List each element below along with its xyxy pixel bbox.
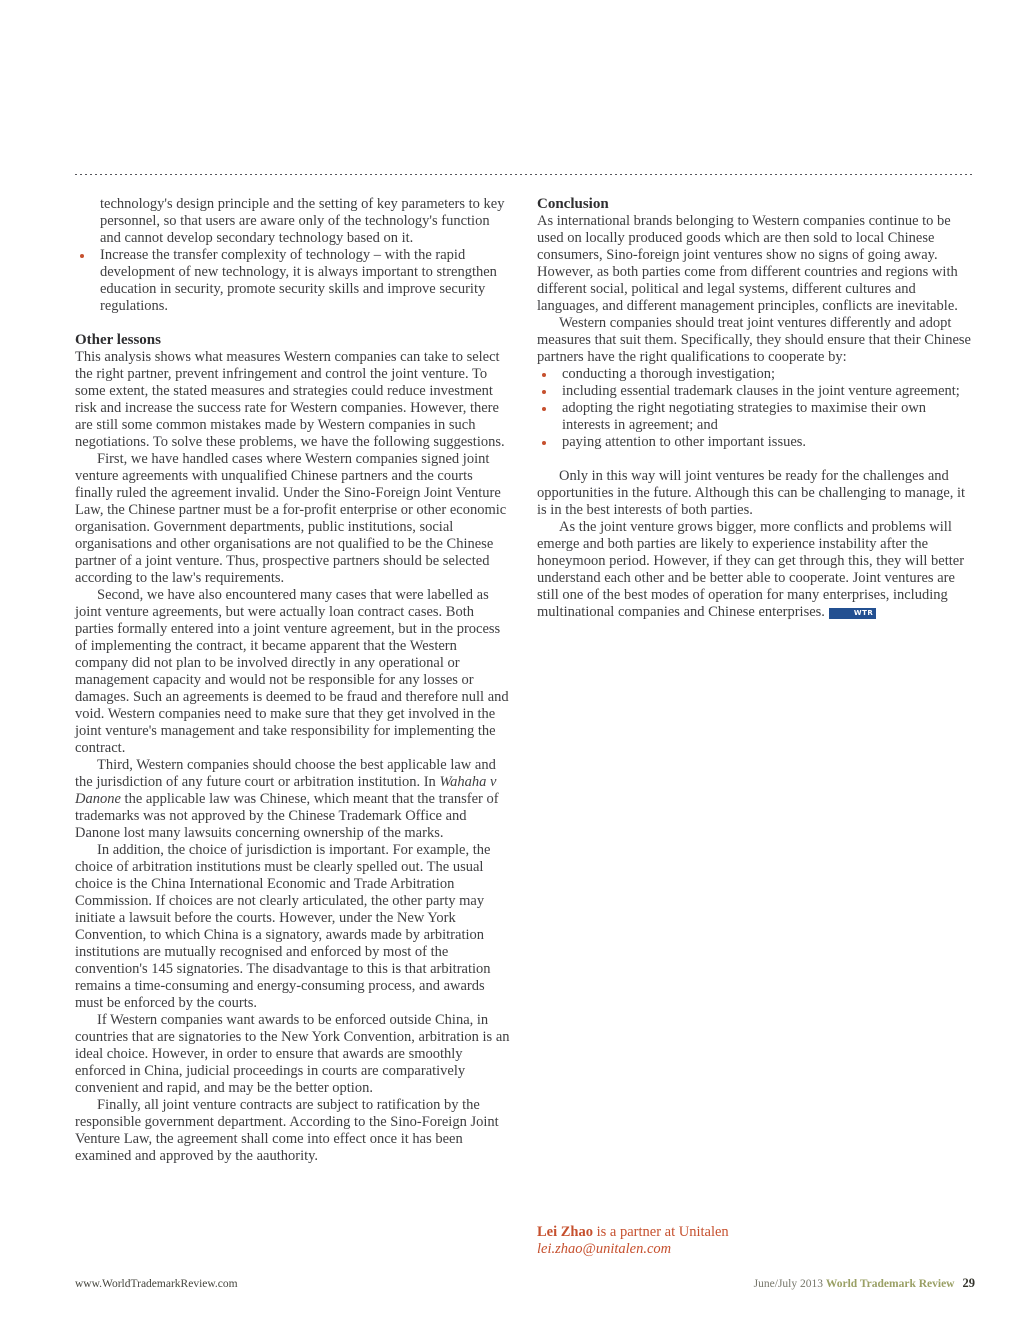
body-paragraph: Finally, all joint venture contracts are subject to ratification by the responsible government department. According to the Sino-Foreign Joint Venture Law, the agreement shall come into effect once it has been examined and approved by the aauthority. bbox=[75, 1097, 499, 1164]
author-email[interactable]: lei.zhao@unitalen.com bbox=[537, 1241, 672, 1257]
bullet-dot-icon bbox=[542, 390, 546, 394]
list-item bbox=[537, 400, 976, 434]
author-block bbox=[537, 1224, 729, 1258]
paragraph-text: As the joint venture grows bigger, more conflicts and problems will emerge and both parties are likely to experience instability after the honeymoon period. However, if they can get through this, they will better understand each other and be better able to cooperate. Joint ventures are still one of the best modes of operation for many enterprises, including multinational companies and Chinese enterprises. bbox=[537, 519, 965, 620]
list-item-text: paying attention to other important issues. bbox=[562, 434, 807, 450]
body-paragraph: This analysis shows what measures Western companies can take to select the right partner, prevent infringement and control the joint venture. To some extent, the stated measures and strategies could reduce investment risk and increase the success rate for Western companies. However, there are still some common mistakes made by Western companies in such negotiations. To solve these problems, we have the following suggestions. bbox=[75, 349, 505, 450]
list-item bbox=[75, 247, 511, 315]
section-heading-other-lessons: Other lessons bbox=[75, 332, 161, 348]
right-column bbox=[537, 196, 976, 621]
footer-page-number: 29 bbox=[962, 1276, 975, 1290]
body-paragraph: As international brands belonging to Western companies continue to be used on locally produced goods which are then sold to local Chinese consumers, Sino-foreign joint ventures show no signs of going away. However, as both parties come from different countries and regions with different social, political and legal systems, different cultures and languages, and different management principles, conflicts are inevitable. bbox=[537, 213, 958, 314]
list-item-text: adopting the right negotiating strategies to maximise their own interests in agreement; and bbox=[562, 400, 927, 433]
bullet-dot-icon bbox=[80, 254, 84, 258]
footer-issue-info bbox=[754, 1276, 975, 1291]
footer-website-link[interactable]: www.WorldTrademarkReview.com bbox=[75, 1278, 238, 1290]
list-item bbox=[537, 366, 976, 383]
bullet-dot-icon bbox=[542, 373, 546, 377]
author-name: Lei Zhao bbox=[537, 1224, 593, 1240]
paragraph-suffix: the applicable law was Chinese, which meant that the transfer of trademarks was not approved by the Chinese Trademark Office and Danone lost many lawsuits concerning ownership of the marks. bbox=[75, 791, 499, 841]
author-line bbox=[537, 1224, 729, 1241]
body-paragraph: Only in this way will joint ventures be ready for the challenges and opportunities in the future. Although this can be challenging to manage, it is in the best interests of both parties. bbox=[537, 468, 966, 518]
bullet-dot-icon bbox=[542, 407, 546, 411]
top-divider-rule bbox=[75, 174, 975, 175]
list-item-text: Increase the transfer complexity of technology – with the rapid development of new technology, it is always important to strengthen education in security, promote security skills and improve security regulations. bbox=[100, 247, 497, 314]
left-column bbox=[75, 196, 511, 1165]
footer-publication-name: World Trademark Review bbox=[825, 1278, 955, 1290]
body-paragraph: In addition, the choice of jurisdiction is important. For example, the choice of arbitration institutions must be clearly spelled out. The usual choice is the China International Economic and Trade Arbitration Commission. If choices are not clearly articulated, the other party may initiate a lawsuit before the courts. However, under the New York Convention, to which China is a signatory, awards made by arbitration institutions are mutually recognised and enforced by most of the convention's 145 signatories. The disadvantage to this is that arbitration remains a time-consuming and energy-consuming process, and awards must be enforced by the courts. bbox=[75, 842, 491, 1011]
body-paragraph: First, we have handled cases where Western companies signed joint venture agreements with unqualified Chinese partners and the courts finally ruled the agreement invalid. Under the Sino-Foreign Joint Venture Law, the Chinese partner must be a for-profit enterprise or other economic organisation. Government departments, public institutions, social organisations and other organisations are not qualified to be the Chinese partner of a joint venture. Thus, prospective partners should be selected according to the law's requirements. bbox=[75, 451, 507, 586]
body-paragraph bbox=[537, 519, 976, 621]
body-paragraph bbox=[75, 757, 511, 842]
footer-issue-date: June/July 2013 bbox=[753, 1278, 823, 1290]
wtr-end-mark-icon: WTR bbox=[829, 608, 876, 619]
case-citation: Wahaha v Danone bbox=[75, 774, 497, 807]
list-item bbox=[537, 434, 976, 451]
body-paragraph: Second, we have also encountered many cases that were labelled as joint venture agreements, but were actually loan contract cases. Both parties formally entered into a joint venture agreement, but in the process of implementing the contract, it became apparent that the Western company did not plan to be involved directly in any operational or management capacity and would not be responsible for any losses or damages. Such an agreements is deemed to be fraud and therefore null and void. Western companies need to make sure that they get involved in the joint venture's management and take responsibility for implementing the contract. bbox=[75, 587, 509, 756]
list-item-text: including essential trademark clauses in the joint venture agreement; bbox=[562, 383, 960, 399]
paragraph-prefix: Third, Western companies should choose the best applicable law and the jurisdiction of any future court or arbitration institution. In bbox=[75, 757, 496, 790]
page-footer bbox=[75, 1276, 975, 1291]
body-paragraph: Western companies should treat joint ventures differently and adopt measures that suit them. Specifically, they should ensure that their Chinese partners have the right qualifications to cooperate by: bbox=[537, 315, 971, 365]
carryover-list-text: technology's design principle and the setting of key parameters to key personnel, so that users are aware only of the technology's function and cannot develop secondary technology based on it. bbox=[100, 196, 505, 246]
section-heading-conclusion: Conclusion bbox=[537, 196, 609, 212]
author-role: is a partner at Unitalen bbox=[593, 1224, 729, 1240]
list-item bbox=[537, 383, 976, 400]
body-paragraph: If Western companies want awards to be enforced outside China, in countries that are signatories to the New York Convention, arbitration is an ideal choice. However, in order to ensure that awards are smoothly enforced in China, judicial proceedings in courts are comparatively convenient and rapid, and may be the better option. bbox=[75, 1012, 510, 1096]
bullet-dot-icon bbox=[542, 441, 546, 445]
list-item-text: conducting a thorough investigation; bbox=[562, 366, 776, 382]
